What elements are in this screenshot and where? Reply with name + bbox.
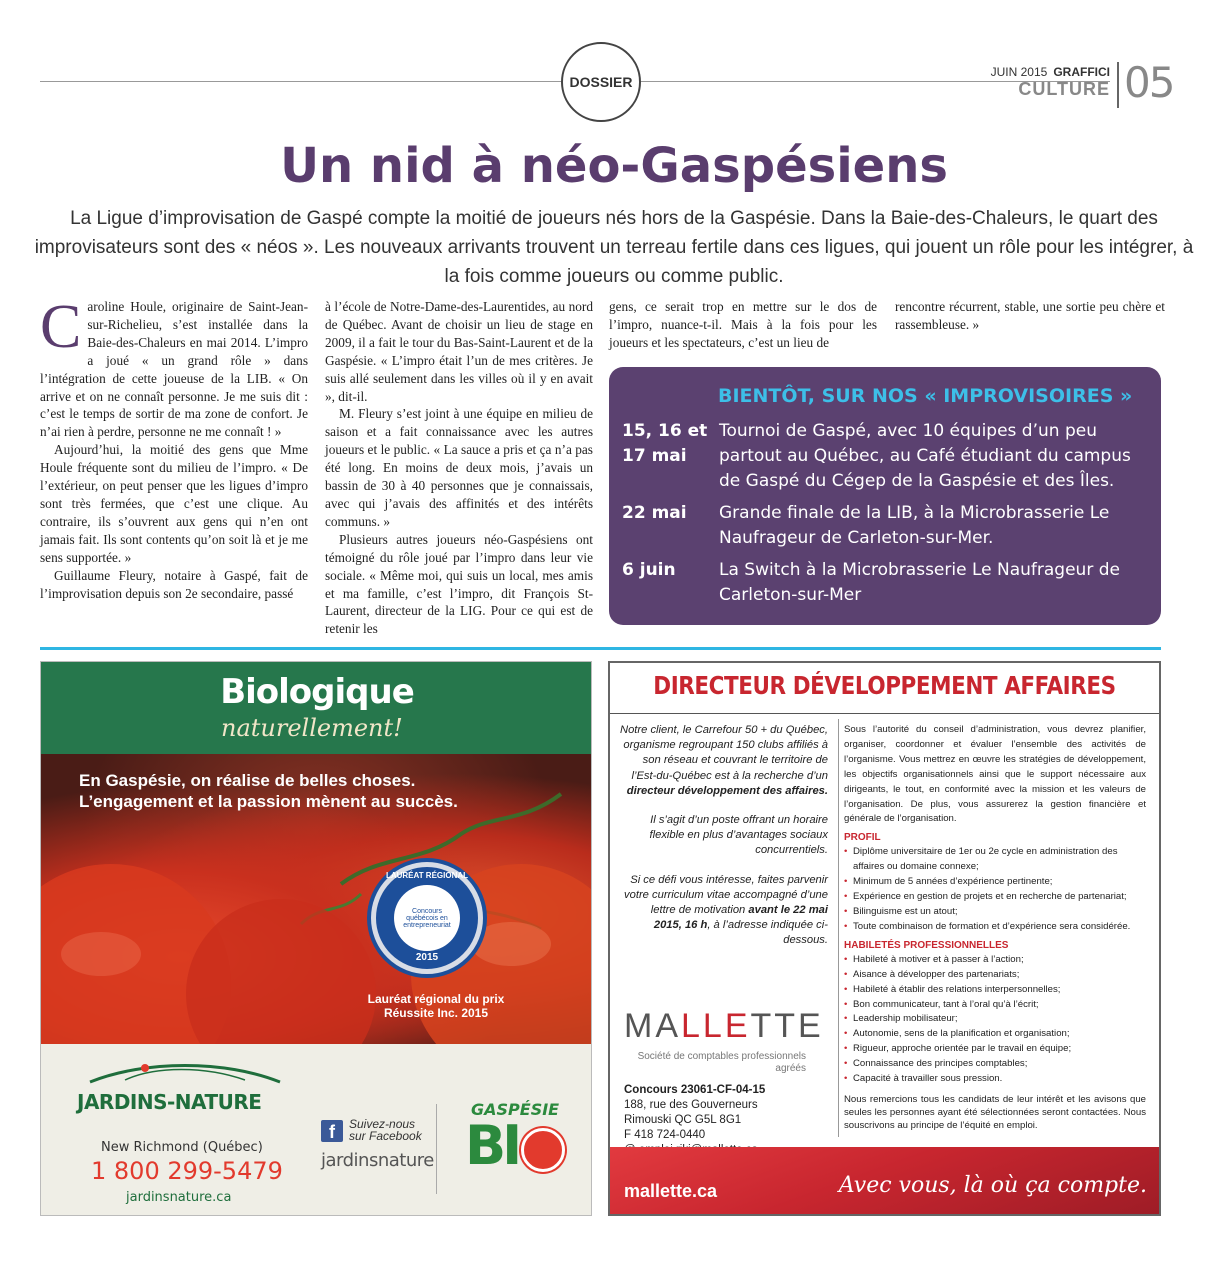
- closing-note: Nous remercions tous les candidats de leur intérêt et les avisons que seules les personnes ayant été sélectionnées seront contactées. Nous souscrivons au principe de l’équité en emploi.: [844, 1093, 1146, 1131]
- list-item: • Leadership mobilisateur;: [844, 1012, 1146, 1027]
- article-paragraph: Plusieurs autres joueurs néo-Gaspésiens ont témoigné du rôle joué par l’impro dans leur vie sociale. « Même moi, qui suis un local, mes amis et ma famille, c’est l’impro, dit François St-Laurent, directeur de la LIG. Pour ce qui est de retenir les: [325, 531, 593, 637]
- jardins-nature-logo: JARDINS-NATURE: [77, 1090, 262, 1114]
- list-item: • Bilinguisme est un atout;: [844, 905, 1146, 920]
- list-item: • Habileté à établir des relations interpersonnelles;: [844, 983, 1146, 998]
- article-paragraph: rencontre récurrent, stable, une sortie peu chère et rassembleuse. »: [895, 299, 1165, 332]
- list-item: • Capacité à travailler sous pression.: [844, 1072, 1146, 1087]
- article-paragraph: gens, ce serait trop en mettre sur le dos de l’impro, nuance-t-il. Mais à la fois pour les joueurs et les spectateurs, c’est un lieu de: [609, 299, 877, 350]
- article-column-1: [40, 293, 308, 602]
- ad-city: New Richmond (Québec): [101, 1140, 263, 1155]
- publication-name: GRAFFICI: [1053, 65, 1110, 79]
- article-dek: La Ligue d’improvisation de Gaspé compte la moitié de joueurs nés hors de la Gaspésie. Dans la Baie-des-Chaleurs, le quart des improvisateurs sont des « néos ». Les nouveaux arrivants trouvent un terreau fertile dans ces ligues, qui jouent un rôle pour les intégrer, à la fois comme joueurs ou comme public.: [34, 208, 1194, 287]
- events-box-title: BIENTÔT, SUR NOS « IMPROVISOIRES »: [718, 385, 1133, 407]
- gaspesie-bio-label: GASPÉSIE: [471, 1100, 560, 1119]
- ad-footer: JARDINS-NATURE New Richmond (Québec) 1 800 299-5479 jardinsnature.ca f Suivez-nous sur Facebook jardinsnature GASPÉSIE BI: [41, 1044, 592, 1216]
- list-item: • Connaissance des principes comptables;: [844, 1057, 1146, 1072]
- column-rule: [838, 719, 839, 1137]
- profil-heading: PROFIL: [844, 832, 881, 844]
- address-line: Rimouski QC G5L 8G1: [624, 1114, 742, 1126]
- article-paragraph: M. Fleury s’est joint à une équipe en milieu de saison et a fait connaissance avec les autres joueurs et le public. « La sauce a pris et ça n’a pas été long. En moins de deux mois, j’avais un bassin de 30 à 40 personnes que je connaissais, avec qui j’avais des affinités et des intérêts communs. »: [325, 406, 593, 529]
- section-name: CULTURE: [1018, 79, 1110, 99]
- title-rule: [610, 713, 1159, 714]
- article-paragraph: Guillaume Fleury, notaire à Gaspé, fait de l’improvisation depuis son 2e secondaire, passé: [40, 567, 308, 601]
- page-header: [991, 65, 1110, 100]
- list-item: • Aisance à développer des partenariats;: [844, 968, 1146, 983]
- list-item: • Diplôme universitaire de 1er ou 2e cycle en administration des affaires ou domaine connexe;: [844, 845, 1146, 875]
- article-paragraph: Caroline Houle, originaire de Saint-Jean-sur-Richelieu, s’est installée dans la Baie-des-Chaleurs en mai 2014. L’impro a joué « un grand rôle » dans l’intégration de cette joueuse de la LIB. « On arrive et on ne connaît personne. Je me suis dit : c’est le temps de sortir de ma zone de confort. Je n’ai rien à perdre, personne ne me connaît ! »: [40, 293, 308, 440]
- list-item: • Rigueur, approche orientée par le travail en équipe;: [844, 1042, 1146, 1057]
- header-divider: [1117, 62, 1119, 108]
- job-details: [844, 723, 1146, 1132]
- issue-date: JUIN 2015: [990, 65, 1048, 79]
- tomato-photo: [41, 754, 592, 1044]
- address-line: 188, rue des Gouverneurs: [624, 1099, 758, 1111]
- article-column-4: [895, 298, 1165, 334]
- gaspesie-bio-logo: BI: [465, 1114, 519, 1177]
- list-item: • Habileté à motiver et à passer à l’action;: [844, 953, 1146, 968]
- list-item: • Autonomie, sens de la planification et organisation;: [844, 1027, 1146, 1042]
- event-text: Grande finale de la LIB, à la Microbrasserie Le Naufrageur de Carleton-sur-Mer.: [719, 503, 1110, 548]
- page-number: 05: [1124, 58, 1174, 107]
- ad-banner: [41, 662, 592, 754]
- greenhouse-swoosh-icon: [85, 1058, 285, 1084]
- mallette-tagline: Société de comptables professionnels agréés: [637, 1051, 806, 1074]
- events-box: [609, 367, 1161, 625]
- list-item: • Bon communicateur, tant à l’oral qu’à l’écrit;: [844, 998, 1146, 1013]
- mallette-logo: MALLETTE: [624, 1007, 824, 1045]
- mallette-website-link[interactable]: mallette.ca: [624, 1181, 718, 1201]
- logo-divider: [436, 1104, 437, 1194]
- laureat-medal-icon: LAURÉAT RÉGIONAL Concours québécois en entrepreneuriat 2015: [371, 862, 483, 974]
- ad-subheadline: naturellement!: [221, 714, 403, 742]
- section-circle-badge: DOSSIER: [561, 42, 641, 122]
- ad-phone[interactable]: 1 800 299-5479: [91, 1157, 283, 1185]
- event-text: La Switch à la Microbrasserie Le Naufrageur de Carleton-sur-Mer: [719, 560, 1120, 605]
- facebook-page-name: jardinsnature: [321, 1150, 434, 1171]
- facebook-icon: f: [321, 1120, 343, 1142]
- event-date: 22 mai: [622, 503, 687, 523]
- ad-website-link[interactable]: jardinsnature.ca: [126, 1190, 232, 1205]
- fax-number: F 418 724-0440: [624, 1129, 706, 1141]
- job-intro: Sous l’autorité du conseil d’administration, vous devrez planifier, organiser, coordonner et évaluer l’ensemble des activités de l’organisme. Vous mettrez en œuvre les stratégies de développement, les objectifs organisationnels ainsi que le support nécessaire aux dirigeants, le tout, en conformité avec la mission et les valeurs de l’organisation. De plus, vous assurerez la gestion financière et générale de l’organisation.: [844, 724, 1146, 825]
- list-item: • Toute combinaison de formation et d’expérience sera considérée.: [844, 920, 1146, 935]
- event-text: Tournoi de Gaspé, avec 10 équipes d’un peu partout au Québec, au Café étudiant du campus de Gaspé du Cégep de la Gaspésie et des Îles.: [719, 421, 1131, 491]
- event-date: 6 juin: [622, 560, 676, 580]
- list-item: • Minimum de 5 années d’expérience pertinente;: [844, 875, 1146, 890]
- ad-headline: Biologique: [220, 672, 414, 712]
- tomato-icon: [521, 1128, 565, 1172]
- list-item: • Expérience en gestion de projets et en recherche de partenariat;: [844, 890, 1146, 905]
- mallette-slogan: Avec vous, là où ça compte.: [838, 1173, 1147, 1198]
- job-title: DIRECTEUR DÉVELOPPEMENT AFFAIRES: [653, 671, 1116, 700]
- ad-slogan: En Gaspésie, on réalise de belles choses. L’engagement et la passion mènent au succès.: [79, 771, 458, 811]
- article-paragraph: Aujourd’hui, la moitié des gens que Mme Houle fréquente sont du milieu de l’impro. « De l’extérieur, on peut penser que les ligues d’impro sont très fermées, que c’est une clique. Au contraire, ils s’ouvrent aux gens qui n’en ont jamais fait. Ils sont contents qu’on soit là et je me sens supportée. »: [40, 442, 308, 565]
- drop-cap: C: [40, 293, 82, 361]
- article-paragraph: à l’école de Notre-Dame-des-Laurentides, au nord de Québec. Avant de choisir un lieu de stage en 2009, il a fait le tour du Bas-Saint-Laurent et de la Gaspésie. « L’impro était l’un de mes critères. Je suis allé seulement dans les villes où il y en avait », dit-il.: [325, 299, 593, 404]
- article-column-3: [609, 298, 877, 352]
- article-column-2: [325, 298, 593, 638]
- event-date: 15, 16 et 17 mai: [622, 421, 708, 466]
- award-caption: Lauréat régional du prix Réussite Inc. 2015: [367, 992, 505, 1020]
- section-divider: [40, 647, 1161, 650]
- mallette-job-ad[interactable]: [608, 661, 1161, 1216]
- jardins-nature-ad[interactable]: [40, 661, 592, 1216]
- mallette-footer: [610, 1147, 1159, 1216]
- contest-number: Concours 23061-CF-04-15: [624, 1084, 766, 1096]
- article-headline: Un nid à néo-Gaspésiens: [280, 138, 948, 194]
- habiletes-list: [844, 953, 1146, 1087]
- profil-list: [844, 845, 1146, 934]
- habiletes-heading: HABILETÉS PROFESSIONNELLES: [844, 939, 1009, 951]
- job-summary: Notre client, le Carrefour 50 + du Québec, organisme regroupant 150 clubs affiliés à son réseau et couvrant le territoire de l’Est-du-Québec est à la recherche d’un directeur développement des affaires. Il s’agit d’un poste offrant un horaire flexible en plus d’avantages sociaux concurrentiels. Si ce défi vous intéresse, faites parvenir votre curriculum vitae accompagné d’une lettre de motivation avant le 22 mai 2015, 16 h, à l’adresse indiquée ci-dessous.: [620, 724, 829, 947]
